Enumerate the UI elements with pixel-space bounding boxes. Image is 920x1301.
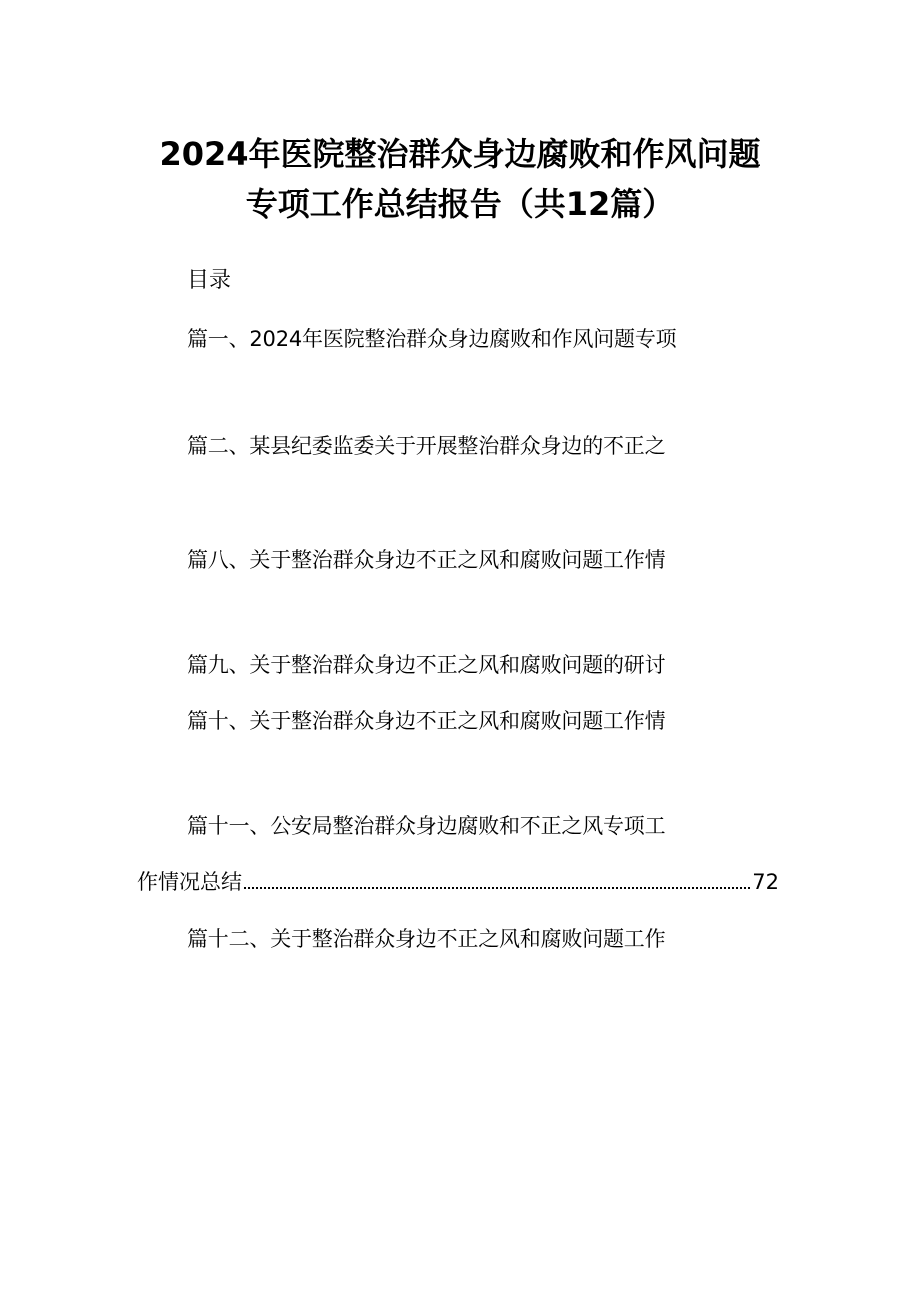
toc-entry-1[interactable]: 篇一、2024年医院整治群众身边腐败和作风问题专项 xyxy=(187,327,677,351)
toc-entry-12[interactable]: 篇十二、关于整治群众身边不正之风和腐败问题工作 xyxy=(187,927,666,951)
toc-entry-11-page-number: 72 xyxy=(752,870,779,894)
toc-entry-2[interactable]: 篇二、某县纪委监委关于开展整治群众身边的不正之 xyxy=(187,434,666,458)
document-title-line-2: 专项工作总结报告（共12篇） xyxy=(245,185,675,223)
toc-dot-leader xyxy=(244,867,750,889)
toc-entry-9[interactable]: 篇九、关于整治群众身边不正之风和腐败问题的研讨 xyxy=(187,653,666,677)
toc-heading: 目录 xyxy=(187,268,232,293)
toc-entry-10[interactable]: 篇十、关于整治群众身边不正之风和腐败问题工作情 xyxy=(187,709,666,733)
toc-entry-8[interactable]: 篇八、关于整治群众身边不正之风和腐败问题工作情 xyxy=(187,548,666,572)
document-title-line-1: 2024年医院整治群众身边腐败和作风问题 xyxy=(159,135,761,173)
toc-entry-11-continuation: 作情况总结 xyxy=(137,870,242,894)
toc-entry-11[interactable]: 篇十一、公安局整治群众身边腐败和不正之风专项工 xyxy=(187,814,666,838)
toc-entry-11-continuation-row[interactable] xyxy=(137,867,779,897)
